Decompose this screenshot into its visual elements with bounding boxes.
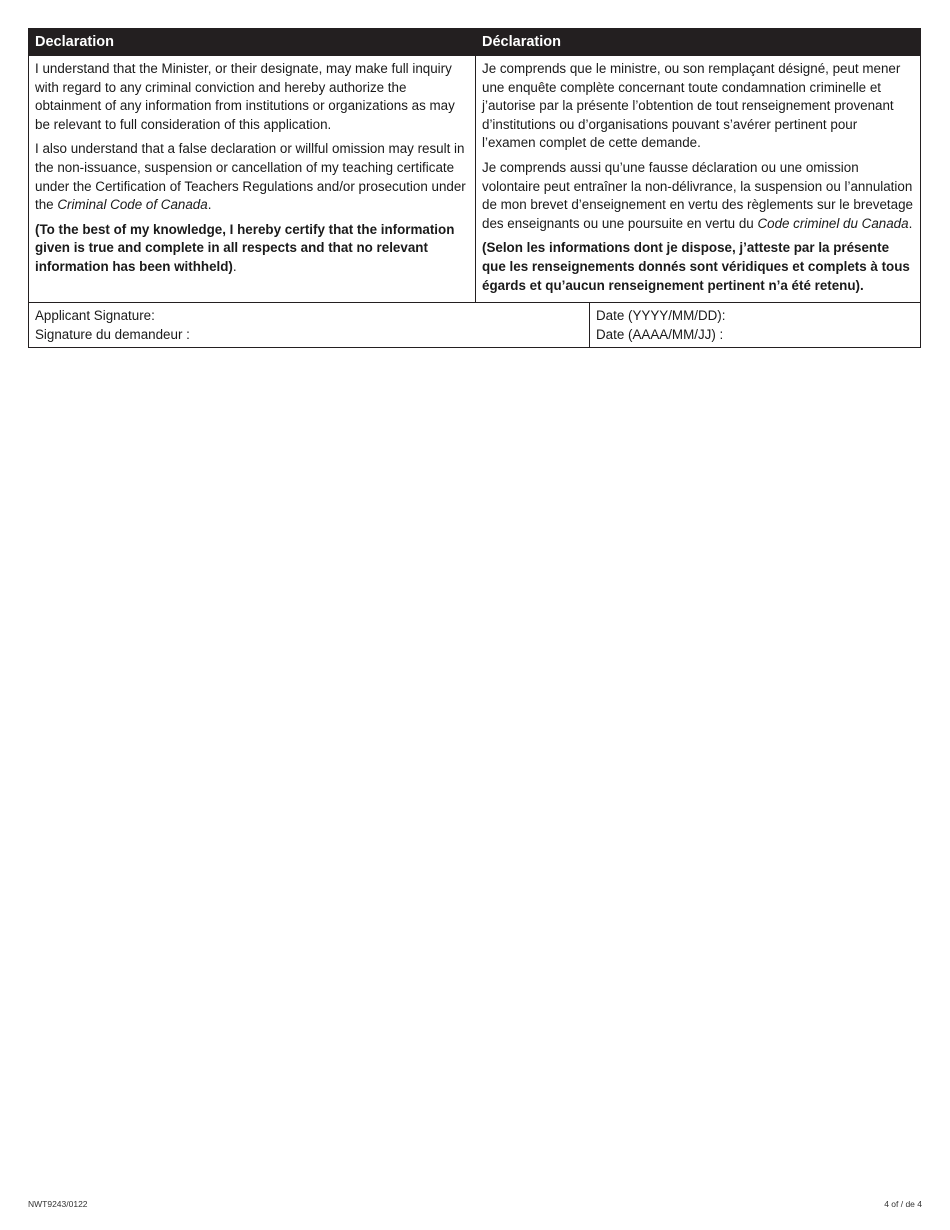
declaration-paragraph-2-en-end: . xyxy=(207,197,212,213)
declaration-heading-en: Declaration xyxy=(29,29,475,56)
page-indicator: 4 of / de 4 xyxy=(884,1199,922,1209)
date-label-en: Date (YYYY/MM/DD): xyxy=(596,308,726,324)
declaration-body-fr xyxy=(476,56,920,302)
declaration-form xyxy=(28,28,921,348)
signature-label-fr: Signature du demandeur : xyxy=(35,326,190,342)
declaration-english-column xyxy=(29,29,476,302)
certification-statement-en-bold: (To the best of my knowledge, I hereby certify that the information given is true and complete in all respects and that no relevant information has been withheld) xyxy=(35,221,455,274)
certification-statement-fr-bold: (Selon les informations dont je dispose, j’atteste par la présente que les renseignements donnés sont véridiques et complets à tous égards et qu’aucun renseignement pertinent n’a été retenu). xyxy=(482,240,910,293)
declaration-table xyxy=(29,29,920,302)
date-field[interactable] xyxy=(590,303,920,347)
declaration-paragraph-1-en: I understand that the Minister, or their designate, may make full inquiry with regard to any criminal conviction and hereby authorize the obtainment of any information from institutions or organizations as may be relevant to full consideration of this application. xyxy=(35,61,455,132)
certification-statement-en-end: . xyxy=(232,258,237,274)
signature-label-en: Applicant Signature: xyxy=(35,308,155,324)
declaration-paragraph-2-fr xyxy=(482,159,914,233)
criminal-code-reference-en: Criminal Code of Canada xyxy=(57,197,208,213)
certification-statement-en xyxy=(35,221,469,277)
applicant-signature-field[interactable] xyxy=(29,303,590,347)
declaration-body-en xyxy=(29,56,475,284)
declaration-french-column xyxy=(476,29,920,302)
certification-statement-fr xyxy=(482,239,914,295)
declaration-paragraph-2-en xyxy=(35,140,469,214)
declaration-paragraph-2-fr-end: . xyxy=(908,215,913,231)
declaration-paragraph-2-en-text: I also understand that a false declaration or willful omission may result in the non-issuance, suspension or cancellation of my teaching certificate under the Certification of Teachers Regulations and/or prosecution under the xyxy=(35,141,466,213)
date-label-fr: Date (AAAA/MM/JJ) : xyxy=(596,326,724,342)
signature-row xyxy=(29,302,920,347)
criminal-code-reference-fr: Code criminel du Canada xyxy=(757,215,909,231)
declaration-paragraph-1-fr: Je comprends que le ministre, ou son remplaçant désigné, peut mener une enquête complète concernant toute condamnation criminelle et j’autorise par la présente l’obtention de tout renseignement provenant d’institutions ou d’organisations pouvant s’avérer pertinent pour l’examen complet de cette demande. xyxy=(482,61,901,151)
declaration-heading-fr: Déclaration xyxy=(476,29,920,56)
form-number: NWT9243/0122 xyxy=(28,1199,88,1209)
declaration-paragraph-2-fr-text: Je comprends aussi qu’une fausse déclaration ou une omission volontaire peut entraîner la non-délivrance, la suspension ou l’annulation de mon brevet d’enseignement en vertu des règlements sur le brevetage des enseignants ou une poursuite en vertu du xyxy=(482,159,913,231)
